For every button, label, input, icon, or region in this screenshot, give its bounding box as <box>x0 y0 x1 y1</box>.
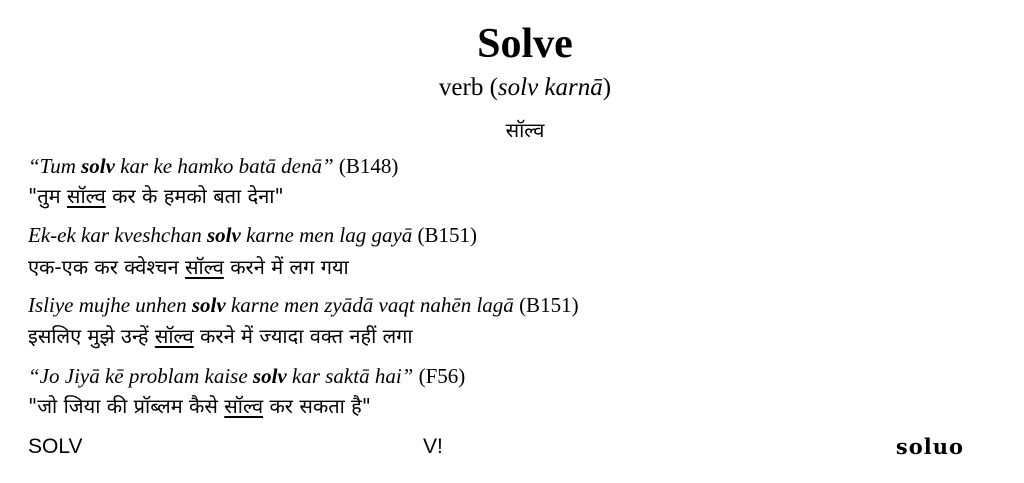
example-3-rom-post: karne men zyādā vaqt nahēn lagā <box>225 293 514 317</box>
example-4-source: (F56) <box>413 364 466 388</box>
example-1-rom-post: kar ke hamko batā denā” <box>114 154 334 178</box>
example-1-rom-bold: solv <box>81 154 115 178</box>
example-4-dev-post: कर सकता है" <box>263 394 371 418</box>
example-2-rom-pre: Ek-ek kar kveshchan <box>28 223 207 247</box>
example-4-rom-pre: “Jo Jiyā kē problam kaise <box>28 364 253 388</box>
pos-suffix: ) <box>602 74 612 101</box>
footer-right-label: soluo <box>895 434 964 459</box>
headword: Solve <box>477 21 573 67</box>
footer-middle-label: V! <box>423 435 443 458</box>
example-2-romanized <box>28 222 477 248</box>
example-3-rom-pre: Isliye mujhe unhen <box>28 293 192 317</box>
example-2-source: (B151) <box>412 223 478 247</box>
example-1-rom-pre: “Tum <box>28 154 82 178</box>
example-2-dev-pre: एक-एक कर क्वेश्चन <box>28 255 185 279</box>
example-2-rom-bold: solv <box>206 223 241 247</box>
example-2-dev-post: करने में लग गया <box>223 255 349 279</box>
example-4-dev-underlined: सॉल्व <box>224 394 264 418</box>
example-4-rom-bold: solv <box>252 364 287 388</box>
example-2-devanagari <box>28 254 349 280</box>
example-1-source: (B148) <box>333 154 399 178</box>
headword-devanagari: सॉल्व <box>505 118 545 142</box>
example-1-dev-pre: "तुम <box>28 184 67 208</box>
footer-left-label: SOLV <box>28 435 83 458</box>
pos-italic: solv karnā <box>497 74 603 101</box>
example-4-rom-post: kar saktā hai” <box>286 364 414 388</box>
pos-prefix: verb ( <box>438 74 498 101</box>
example-3-romanized <box>28 292 579 318</box>
example-3-dev-underlined: सॉल्व <box>154 324 194 348</box>
example-3-dev-pre: इसलिए मुझे उन्हें <box>28 324 155 348</box>
part-of-speech <box>0 73 1024 103</box>
example-4-dev-pre: "जो जिया की प्रॉब्लम कैसे <box>28 394 225 418</box>
example-1-romanized <box>28 153 398 179</box>
example-3-rom-bold: solv <box>191 293 226 317</box>
example-2-dev-underlined: सॉल्व <box>185 255 224 279</box>
example-4-romanized <box>28 363 465 389</box>
example-4-devanagari <box>28 393 371 419</box>
example-3-dev-post: करने में ज्यादा वक्त नहीं लगा <box>193 324 413 348</box>
example-2-rom-post: karne men lag gayā <box>240 223 413 247</box>
example-3-source: (B151) <box>513 293 579 317</box>
example-1-dev-post: कर के हमको बता देना" <box>105 184 284 208</box>
example-3-devanagari <box>28 323 413 349</box>
example-1-devanagari <box>28 183 284 209</box>
example-1-dev-underlined: सॉल्व <box>66 184 106 208</box>
